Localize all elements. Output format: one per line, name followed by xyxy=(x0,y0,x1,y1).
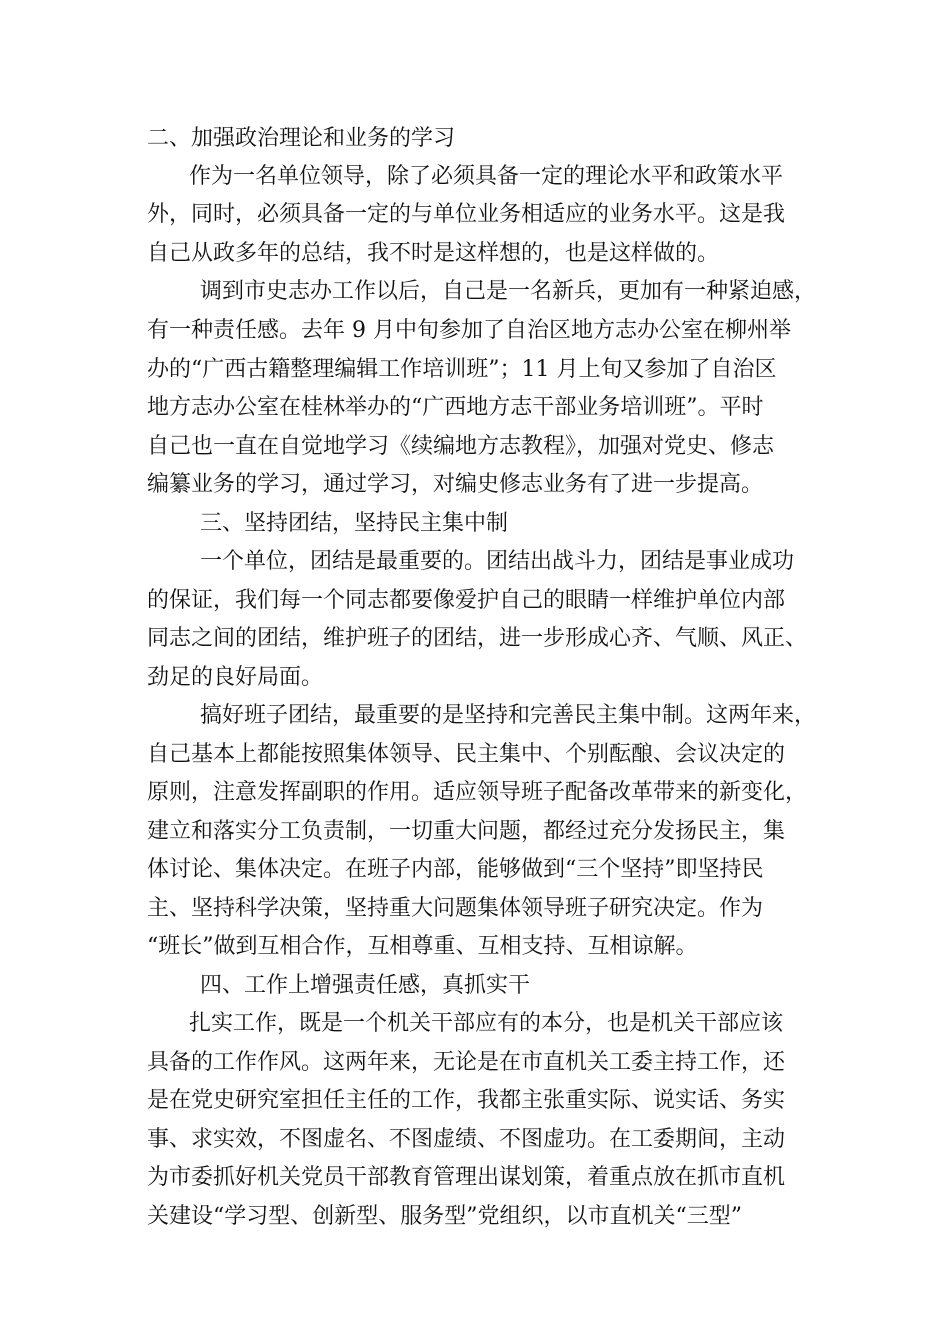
paragraph-line: 编纂业务的学习，通过学习，对编史修志业务有了进一步提高。 xyxy=(147,472,764,497)
paragraph-line: 的保证，我们每一个同志都要像爱护自己的眼睛一样维护单位内部 xyxy=(147,588,786,613)
paragraph-line: 自己基本上都能按照集体领导、民主集中、个别酝酿、会议决定的 xyxy=(147,742,786,767)
paragraph-line: 是在党史研究室担任主任的工作，我都主张重实际、说实话、务实 xyxy=(147,1088,786,1113)
paragraph-line: 办的“广西古籍整理编辑工作培训班”；11 月上旬又参加了自治区 xyxy=(147,357,777,382)
section-heading-3: 三、坚持团结，坚持民主集中制 xyxy=(200,511,509,536)
paragraph-line: 作为一名单位领导，除了必须具备一定的理论水平和政策水平 xyxy=(189,164,784,189)
section-heading-2: 二、加强政治理论和业务的学习 xyxy=(147,126,456,151)
paragraph-line: 建立和落实分工负责制，一切重大问题，都经过充分发扬民主，集 xyxy=(147,819,786,844)
paragraph-line: 原则，注意发挥副职的作用。适应领导班子配备改革带来的新变化， xyxy=(147,780,808,805)
paragraph-line: “班长”做到互相合作，互相尊重、互相支持、互相谅解。 xyxy=(147,934,698,959)
paragraph-line: 有一种责任感。去年 9 月中旬参加了自治区地方志办公室在柳州举 xyxy=(147,318,791,343)
paragraph-line: 主、坚持科学决策，坚持重大问题集体领导班子研究决定。作为 xyxy=(147,896,764,921)
paragraph-line: 为市委抓好机关党员干部教育管理出谋划策，着重点放在抓市直机 xyxy=(147,1165,786,1190)
paragraph-line: 一个单位，团结是最重要的。团结出战斗力，团结是事业成功 xyxy=(200,549,795,574)
paragraph-line: 自己从政多年的总结，我不时是这样想的，也是这样做的。 xyxy=(147,241,720,266)
paragraph-line: 关建设“学习型、创新型、服务型”党组织，以市直机关“三型” xyxy=(147,1204,742,1229)
paragraph-line: 同志之间的团结，维护班子的团结，进一步形成心齐、气顺、风正、 xyxy=(147,626,808,651)
paragraph-line: 具备的工作作风。这两年来，无论是在市直机关工委主持工作，还 xyxy=(147,1050,786,1075)
paragraph-line: 事、求实效，不图虚名、不图虚绩、不图虚功。在工委期间，主动 xyxy=(147,1127,786,1152)
paragraph-line: 调到市史志办工作以后，自己是一名新兵，更加有一种紧迫感， xyxy=(200,279,817,304)
paragraph-line: 搞好班子团结，最重要的是坚持和完善民主集中制。这两年来， xyxy=(200,703,817,728)
paragraph-line: 体讨论、集体决定。在班子内部，能够做到“三个坚持”即坚持民 xyxy=(147,857,764,882)
paragraph-line: 劲足的良好局面。 xyxy=(147,665,324,690)
paragraph-line: 自己也一直在自觉地学习《续编地方志教程》，加强对党史、修志 xyxy=(147,434,775,459)
paragraph-line: 地方志办公室在桂林举办的“广西地方志干部业务培训班”。平时 xyxy=(147,395,764,420)
paragraph-line: 扎实工作，既是一个机关干部应有的本分，也是机关干部应该 xyxy=(189,1011,784,1036)
section-heading-4: 四、工作上增强责任感，真抓实干 xyxy=(200,973,531,998)
paragraph-line: 外，同时，必须具备一定的与单位业务相适应的业务水平。这是我 xyxy=(147,202,786,227)
